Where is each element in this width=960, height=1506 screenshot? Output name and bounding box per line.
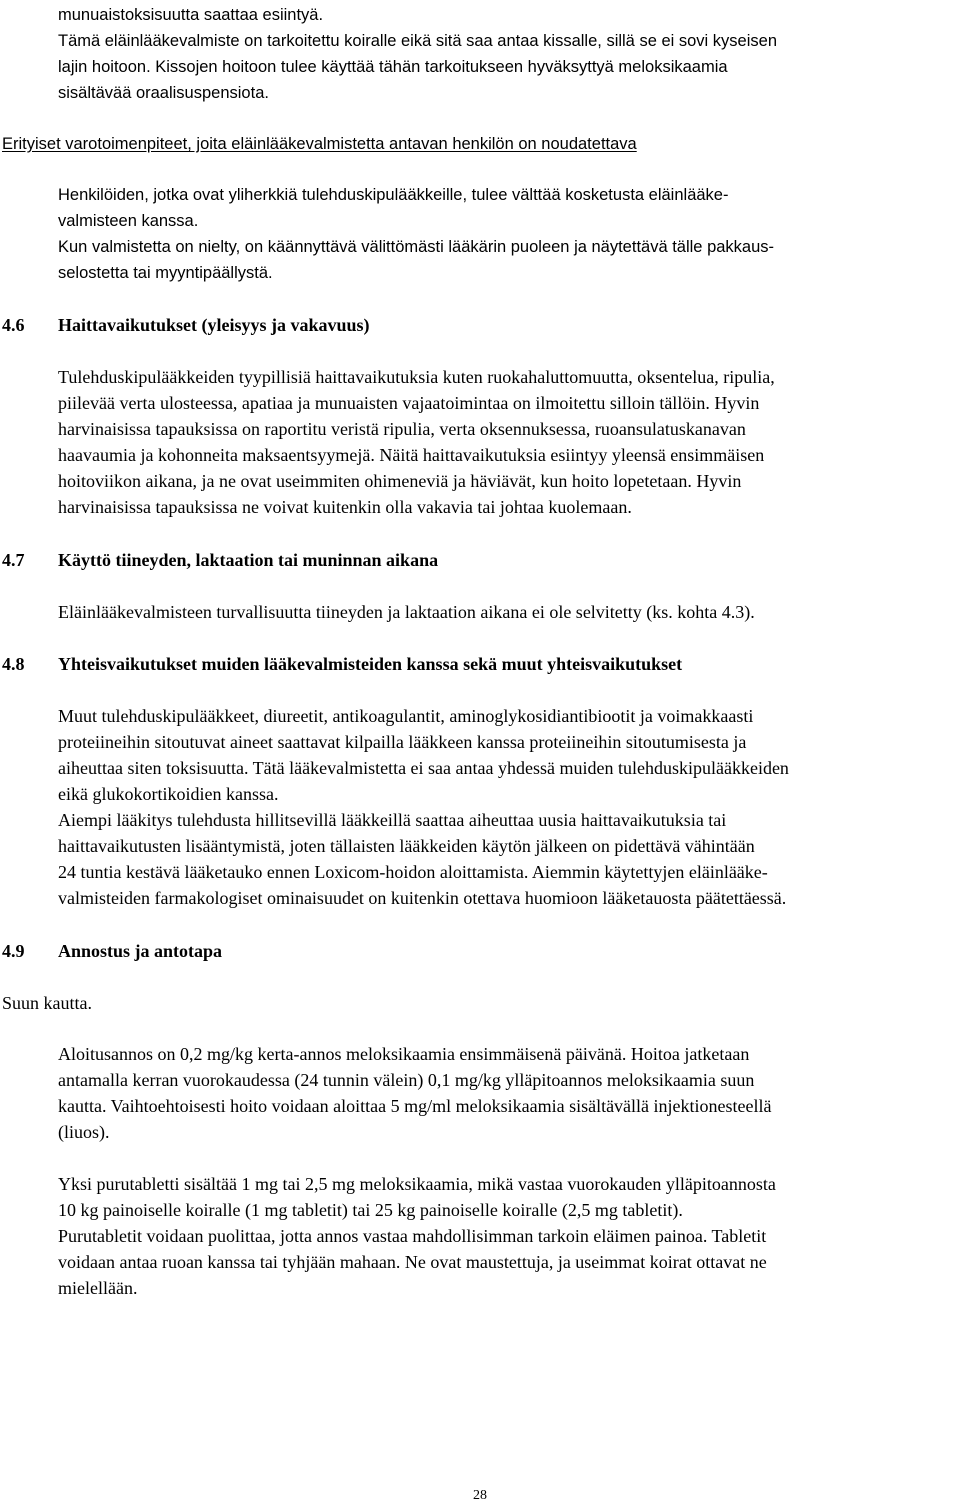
s46-line: harvinaisissa tapauksissa on raportitu veristä ripulia, verta oksennuksessa, ruoansulatuskanavan (58, 419, 746, 439)
section-number-4-7: 4.7 (2, 550, 25, 570)
s48-line: 24 tuntia kestävä lääketauko ennen Loxicom-hoidon aloittamista. Aiemmin käytettyjen eläinlääke- (58, 862, 768, 882)
s49-para2-line: mielellään. (58, 1278, 138, 1298)
precautions-line: Kun valmistetta on nielty, on käännyttävä välittömästi lääkärin puoleen ja näytettävä tälle pakkaus- (58, 238, 775, 256)
s48-line: haittavaikutusten lisääntymistä, joten tällaisten lääkkeiden käytön jälkeen on pidettävä vähintään (58, 836, 755, 856)
s48-line: aiheuttaa siten toksisuutta. Tätä lääkevalmistetta ei saa antaa yhdessä muiden tulehduskipulääkkeiden (58, 758, 789, 778)
section-number-4-6: 4.6 (2, 315, 25, 335)
s46-line: harvinaisissa tapauksissa ne voivat kuitenkin olla vakavia tai johtaa kuolemaan. (58, 497, 632, 517)
s48-line: Aiempi lääkitys tulehdusta hillitsevillä lääkkeillä saattaa aiheuttaa uusia haittavaikutuksia tai (58, 810, 727, 830)
s46-line: piilevää verta ulosteessa, apatiaa ja munuaisten vajaatoimintaa on ilmoitettu silloin tällöin. Hyvin (58, 393, 760, 413)
s46-line: haavaumia ja kohonneita maksaentsyymejä. Näitä haittavaikutuksia esiintyy yleensä ensimmäisen (58, 445, 765, 465)
s49-para1-line: (liuos). (58, 1122, 110, 1142)
s46-line: hoitoviikon aikana, ja ne ovat useimmiten ohimeneviä ja häviävät, kun hoito lopetetaan. Hyvin (58, 471, 742, 491)
section-number-4-9: 4.9 (2, 941, 25, 961)
section-title-4-8: Yhteisvaikutukset muiden lääkevalmisteiden kanssa sekä muut yhteisvaikutukset (58, 654, 683, 674)
page-number: 28 (473, 1488, 487, 1503)
section-number-4-8: 4.8 (2, 654, 25, 674)
s49-para2-line: voidaan antaa ruoan kanssa tai tyhjään mahaan. Ne ovat maustettuja, ja useimmat koirat ottavat ne (58, 1252, 767, 1272)
intro-line: Tämä eläinlääkevalmiste on tarkoitettu koiralle eikä sitä saa antaa kissalle, sillä se ei sovi kyseisen (58, 32, 778, 50)
intro-line: munuaistoksisuutta saattaa esiintyä. (58, 6, 324, 24)
section-title-4-7: Käyttö tiineyden, laktaation tai muninnan aikana (58, 550, 439, 570)
intro-line: sisältävää oraalisuspensiota. (58, 84, 269, 102)
s49-para1-line: antamalla kerran vuorokaudessa (24 tunnin välein) 0,1 mg/kg ylläpitoannos meloksikaamia suun (58, 1070, 755, 1090)
s48-line: proteiineihin sitoutuvat aineet saattavat kilpailla lääkkeen kanssa proteiineihin sitoutumisesta ja (58, 732, 747, 752)
section-title-4-9: Annostus ja antotapa (58, 941, 223, 961)
intro-line: lajin hoitoon. Kissojen hoitoon tulee käyttää tähän tarkoitukseen hyväksyttyä meloksikaamia (58, 58, 728, 76)
s48-line: valmisteiden farmakologiset ominaisuudet on kuitenkin otettava huomioon lääketauosta päätettäessä. (58, 888, 787, 908)
s49-para2-line: Purutabletit voidaan puolittaa, jotta annos vastaa mahdollisimman tarkoin eläimen painoa. Tabletit (58, 1226, 767, 1246)
precautions-line: selostetta tai myyntipäällystä. (58, 264, 273, 282)
s49-para1-line: Aloitusannos on 0,2 mg/kg kerta-annos meloksikaamia ensimmäisenä päivänä. Hoitoa jatketaan (58, 1044, 750, 1064)
s49-para1-line: kautta. Vaihtoehtoisesti hoito voidaan aloittaa 5 mg/ml meloksikaamia sisältävällä injektionesteellä (58, 1096, 772, 1116)
s48-line: Muut tulehduskipulääkkeet, diureetit, antikoagulantit, aminoglykosidiantibiootit ja voimakkaasti (58, 706, 754, 726)
s49-para2-line: 10 kg painoiselle koiralle (1 mg tabletit) tai 25 kg painoiselle koiralle (2,5 mg tabletit). (58, 1200, 683, 1220)
s47-line: Eläinlääkevalmisteen turvallisuutta tiineyden ja laktaation aikana ei ole selvitetty (ks. kohta 4.3). (58, 602, 755, 622)
section-title-4-6: Haittavaikutukset (yleisyys ja vakavuus) (58, 315, 370, 335)
precautions-heading: Erityiset varotoimenpiteet, joita eläinlääkevalmistetta antavan henkilön on noudatettava (2, 135, 637, 153)
precautions-line: Henkilöiden, jotka ovat yliherkkiä tulehduskipulääkkeille, tulee välttää kosketusta eläinlääke- (58, 186, 729, 204)
route-of-administration: Suun kautta. (2, 993, 92, 1013)
s49-para2-line: Yksi purutabletti sisältää 1 mg tai 2,5 mg meloksikaamia, mikä vastaa vuorokauden ylläpitoannosta (58, 1174, 776, 1194)
s48-line: eikä glukokortikoidien kanssa. (58, 784, 279, 804)
precautions-line: valmisteen kanssa. (58, 212, 199, 230)
s46-line: Tulehduskipulääkkeiden tyypillisiä haittavaikutuksia kuten ruokahaluttomuutta, oksentelua, ripulia, (58, 367, 775, 387)
